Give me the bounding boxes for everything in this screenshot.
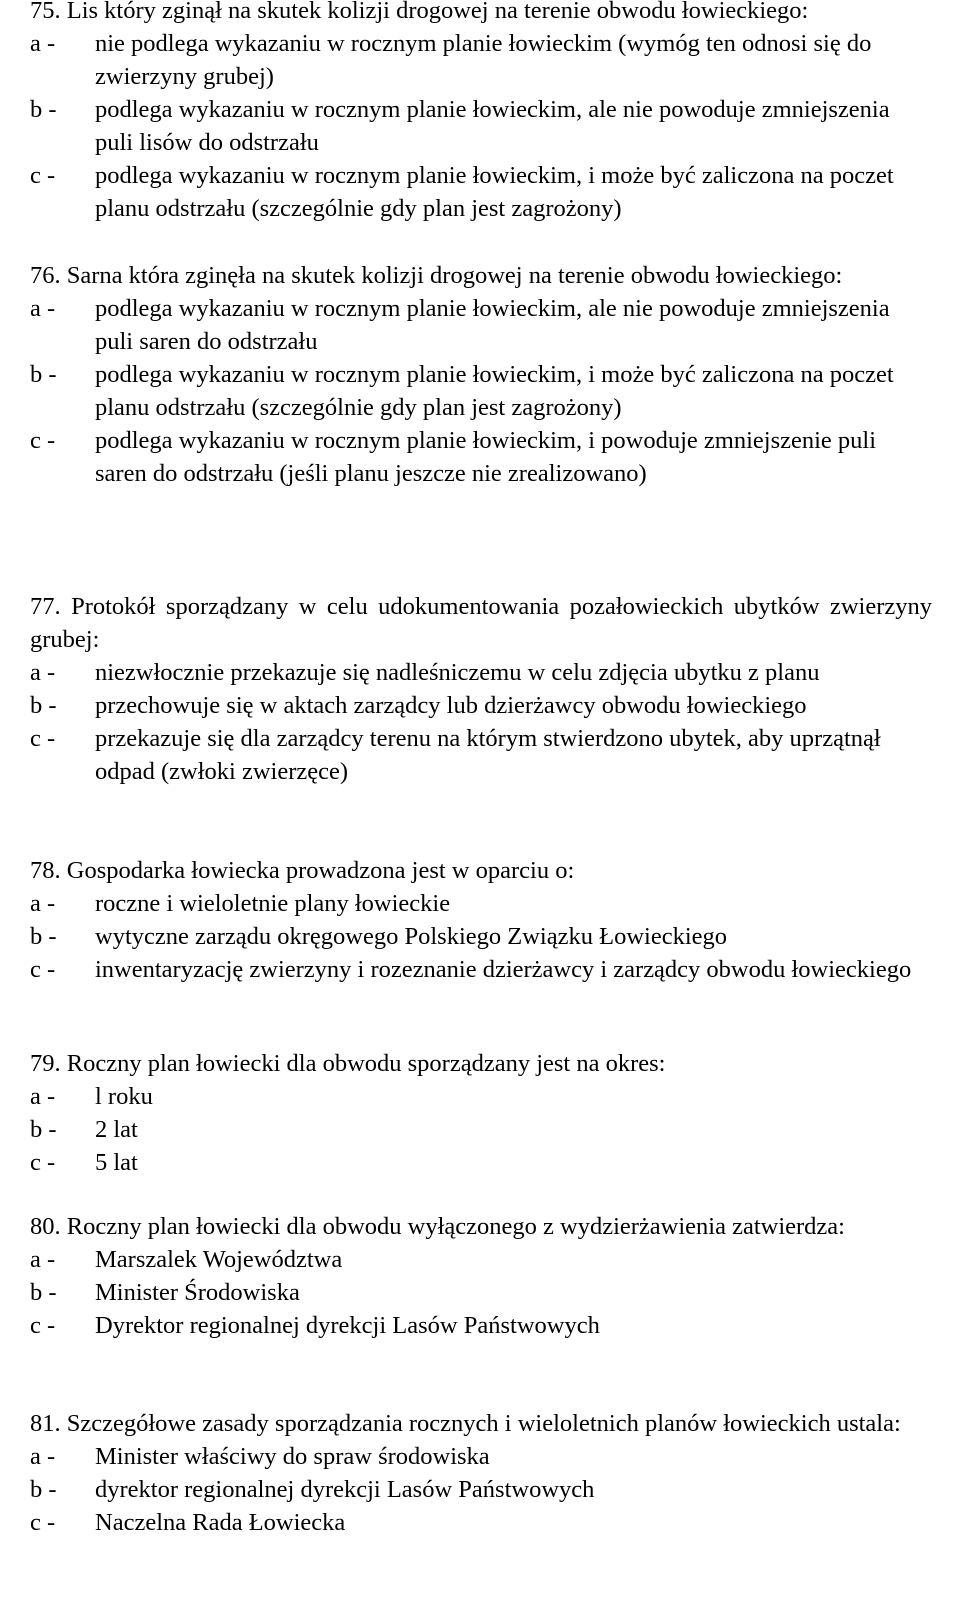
answer-option-a bbox=[30, 887, 932, 920]
answer-option-c bbox=[30, 424, 932, 490]
option-letter: c - bbox=[30, 956, 56, 983]
question-81 bbox=[30, 1407, 932, 1539]
option-text: podlega wykazaniu w rocznym planie łowieckim, i powoduje zmniejszenie puli saren do odstrzału (jeśli planu jeszcze nie zrealizowano) bbox=[95, 427, 877, 487]
option-text: niezwłocznie przekazuje się nadleśniczemu w celu zdjęcia ubytku z planu bbox=[95, 659, 820, 686]
answer-option-c bbox=[30, 159, 932, 225]
option-letter: c - bbox=[30, 1509, 56, 1536]
question-text: 81. Szczegółowe zasady sporządzania rocznych i wieloletnich planów łowieckich ustala: bbox=[30, 1410, 901, 1437]
option-text: podlega wykazaniu w rocznym planie łowieckim, ale nie powoduje zmniejszenia puli saren do odstrzału bbox=[95, 295, 890, 355]
option-letter: b - bbox=[30, 96, 57, 123]
answer-option-a bbox=[30, 1440, 932, 1473]
option-letter: b - bbox=[30, 923, 57, 950]
answer-option-a bbox=[30, 1243, 932, 1276]
question-79 bbox=[30, 1047, 932, 1179]
answer-option-c bbox=[30, 1146, 932, 1179]
option-letter: b - bbox=[30, 1279, 57, 1306]
option-text: nie podlega wykazaniu w rocznym planie łowieckim (wymóg ten odnosi się do zwierzyny grubej) bbox=[95, 30, 872, 90]
option-text: 2 lat bbox=[95, 1116, 138, 1143]
question-text: 78. Gospodarka łowiecka prowadzona jest w oparciu o: bbox=[30, 857, 575, 884]
option-letter: b - bbox=[30, 1476, 57, 1503]
answer-option-b bbox=[30, 93, 932, 159]
answer-option-a bbox=[30, 27, 932, 93]
option-letter: a - bbox=[30, 1443, 56, 1470]
option-letter: a - bbox=[30, 1083, 56, 1110]
option-text: dyrektor regionalnej dyrekcji Lasów Państwowych bbox=[95, 1476, 595, 1503]
option-letter: c - bbox=[30, 725, 56, 752]
option-text: przekazuje się dla zarządcy terenu na którym stwierdzono ubytek, aby uprzątnął odpad (zwłoki zwierzęce) bbox=[95, 725, 881, 785]
option-letter: c - bbox=[30, 1149, 56, 1176]
option-text: przechowuje się w aktach zarządcy lub dzierżawcy obwodu łowieckiego bbox=[95, 692, 807, 719]
option-text: roczne i wieloletnie plany łowieckie bbox=[95, 890, 451, 917]
question-78 bbox=[30, 854, 932, 986]
option-text: inwentaryzację zwierzyny i rozeznanie dzierżawcy i zarządcy obwodu łowieckiego bbox=[95, 956, 912, 983]
answer-option-b bbox=[30, 1473, 932, 1506]
question-text: 77. Protokół sporządzany w celu udokumentowania pozałowieckich ubytków zwierzyny grubej: bbox=[30, 593, 932, 653]
option-letter: a - bbox=[30, 1246, 56, 1273]
option-letter: a - bbox=[30, 890, 56, 917]
option-letter: b - bbox=[30, 1116, 57, 1143]
answer-option-a bbox=[30, 656, 932, 689]
option-text: Minister właściwy do spraw środowiska bbox=[95, 1443, 490, 1470]
question-text: 80. Roczny plan łowiecki dla obwodu wyłączonego z wydzierżawienia zatwierdza: bbox=[30, 1213, 845, 1240]
answer-option-b bbox=[30, 1113, 932, 1146]
answer-option-c bbox=[30, 953, 932, 986]
option-letter: a - bbox=[30, 30, 56, 57]
answer-option-c bbox=[30, 722, 932, 788]
option-text: podlega wykazaniu w rocznym planie łowieckim, i może być zaliczona na poczet planu odstrzału (szczególnie gdy plan jest zagrożony) bbox=[95, 361, 894, 421]
option-text: 5 lat bbox=[95, 1149, 138, 1176]
option-text: Dyrektor regionalnej dyrekcji Lasów Państwowych bbox=[95, 1312, 600, 1339]
question-text: 75. Lis który zginął na skutek kolizji drogowej na terenie obwodu łowieckiego: bbox=[30, 0, 809, 24]
option-letter: c - bbox=[30, 1312, 56, 1339]
question-76 bbox=[30, 259, 932, 490]
answer-option-c bbox=[30, 1506, 932, 1539]
option-letter: b - bbox=[30, 361, 57, 388]
answer-option-b bbox=[30, 1276, 932, 1309]
option-letter: b - bbox=[30, 692, 57, 719]
answer-option-a bbox=[30, 1080, 932, 1113]
option-letter: a - bbox=[30, 295, 56, 322]
question-text: 76. Sarna która zginęła na skutek kolizji drogowej na terenie obwodu łowieckiego: bbox=[30, 262, 843, 289]
question-75 bbox=[30, 0, 932, 225]
answer-option-b bbox=[30, 920, 932, 953]
answer-option-b bbox=[30, 358, 932, 424]
option-text: Minister Środowiska bbox=[95, 1279, 300, 1306]
option-text: podlega wykazaniu w rocznym planie łowieckim, ale nie powoduje zmniejszenia puli lisów do odstrzału bbox=[95, 96, 890, 156]
option-letter: c - bbox=[30, 427, 56, 454]
question-text: 79. Roczny plan łowiecki dla obwodu sporządzany jest na okres: bbox=[30, 1050, 666, 1077]
option-letter: c - bbox=[30, 162, 56, 189]
answer-option-c bbox=[30, 1309, 932, 1342]
option-text: l roku bbox=[95, 1083, 153, 1110]
option-text: wytyczne zarządu okręgowego Polskiego Związku Łowieckiego bbox=[95, 923, 728, 950]
option-letter: a - bbox=[30, 659, 56, 686]
option-text: Naczelna Rada Łowiecka bbox=[95, 1509, 346, 1536]
question-77 bbox=[30, 590, 932, 788]
question-80 bbox=[30, 1210, 932, 1342]
option-text: podlega wykazaniu w rocznym planie łowieckim, i może być zaliczona na poczet planu odstrzału (szczególnie gdy plan jest zagrożony) bbox=[95, 162, 894, 222]
option-text: Marszalek Województwa bbox=[95, 1246, 343, 1273]
answer-option-a bbox=[30, 292, 932, 358]
answer-option-b bbox=[30, 689, 932, 722]
